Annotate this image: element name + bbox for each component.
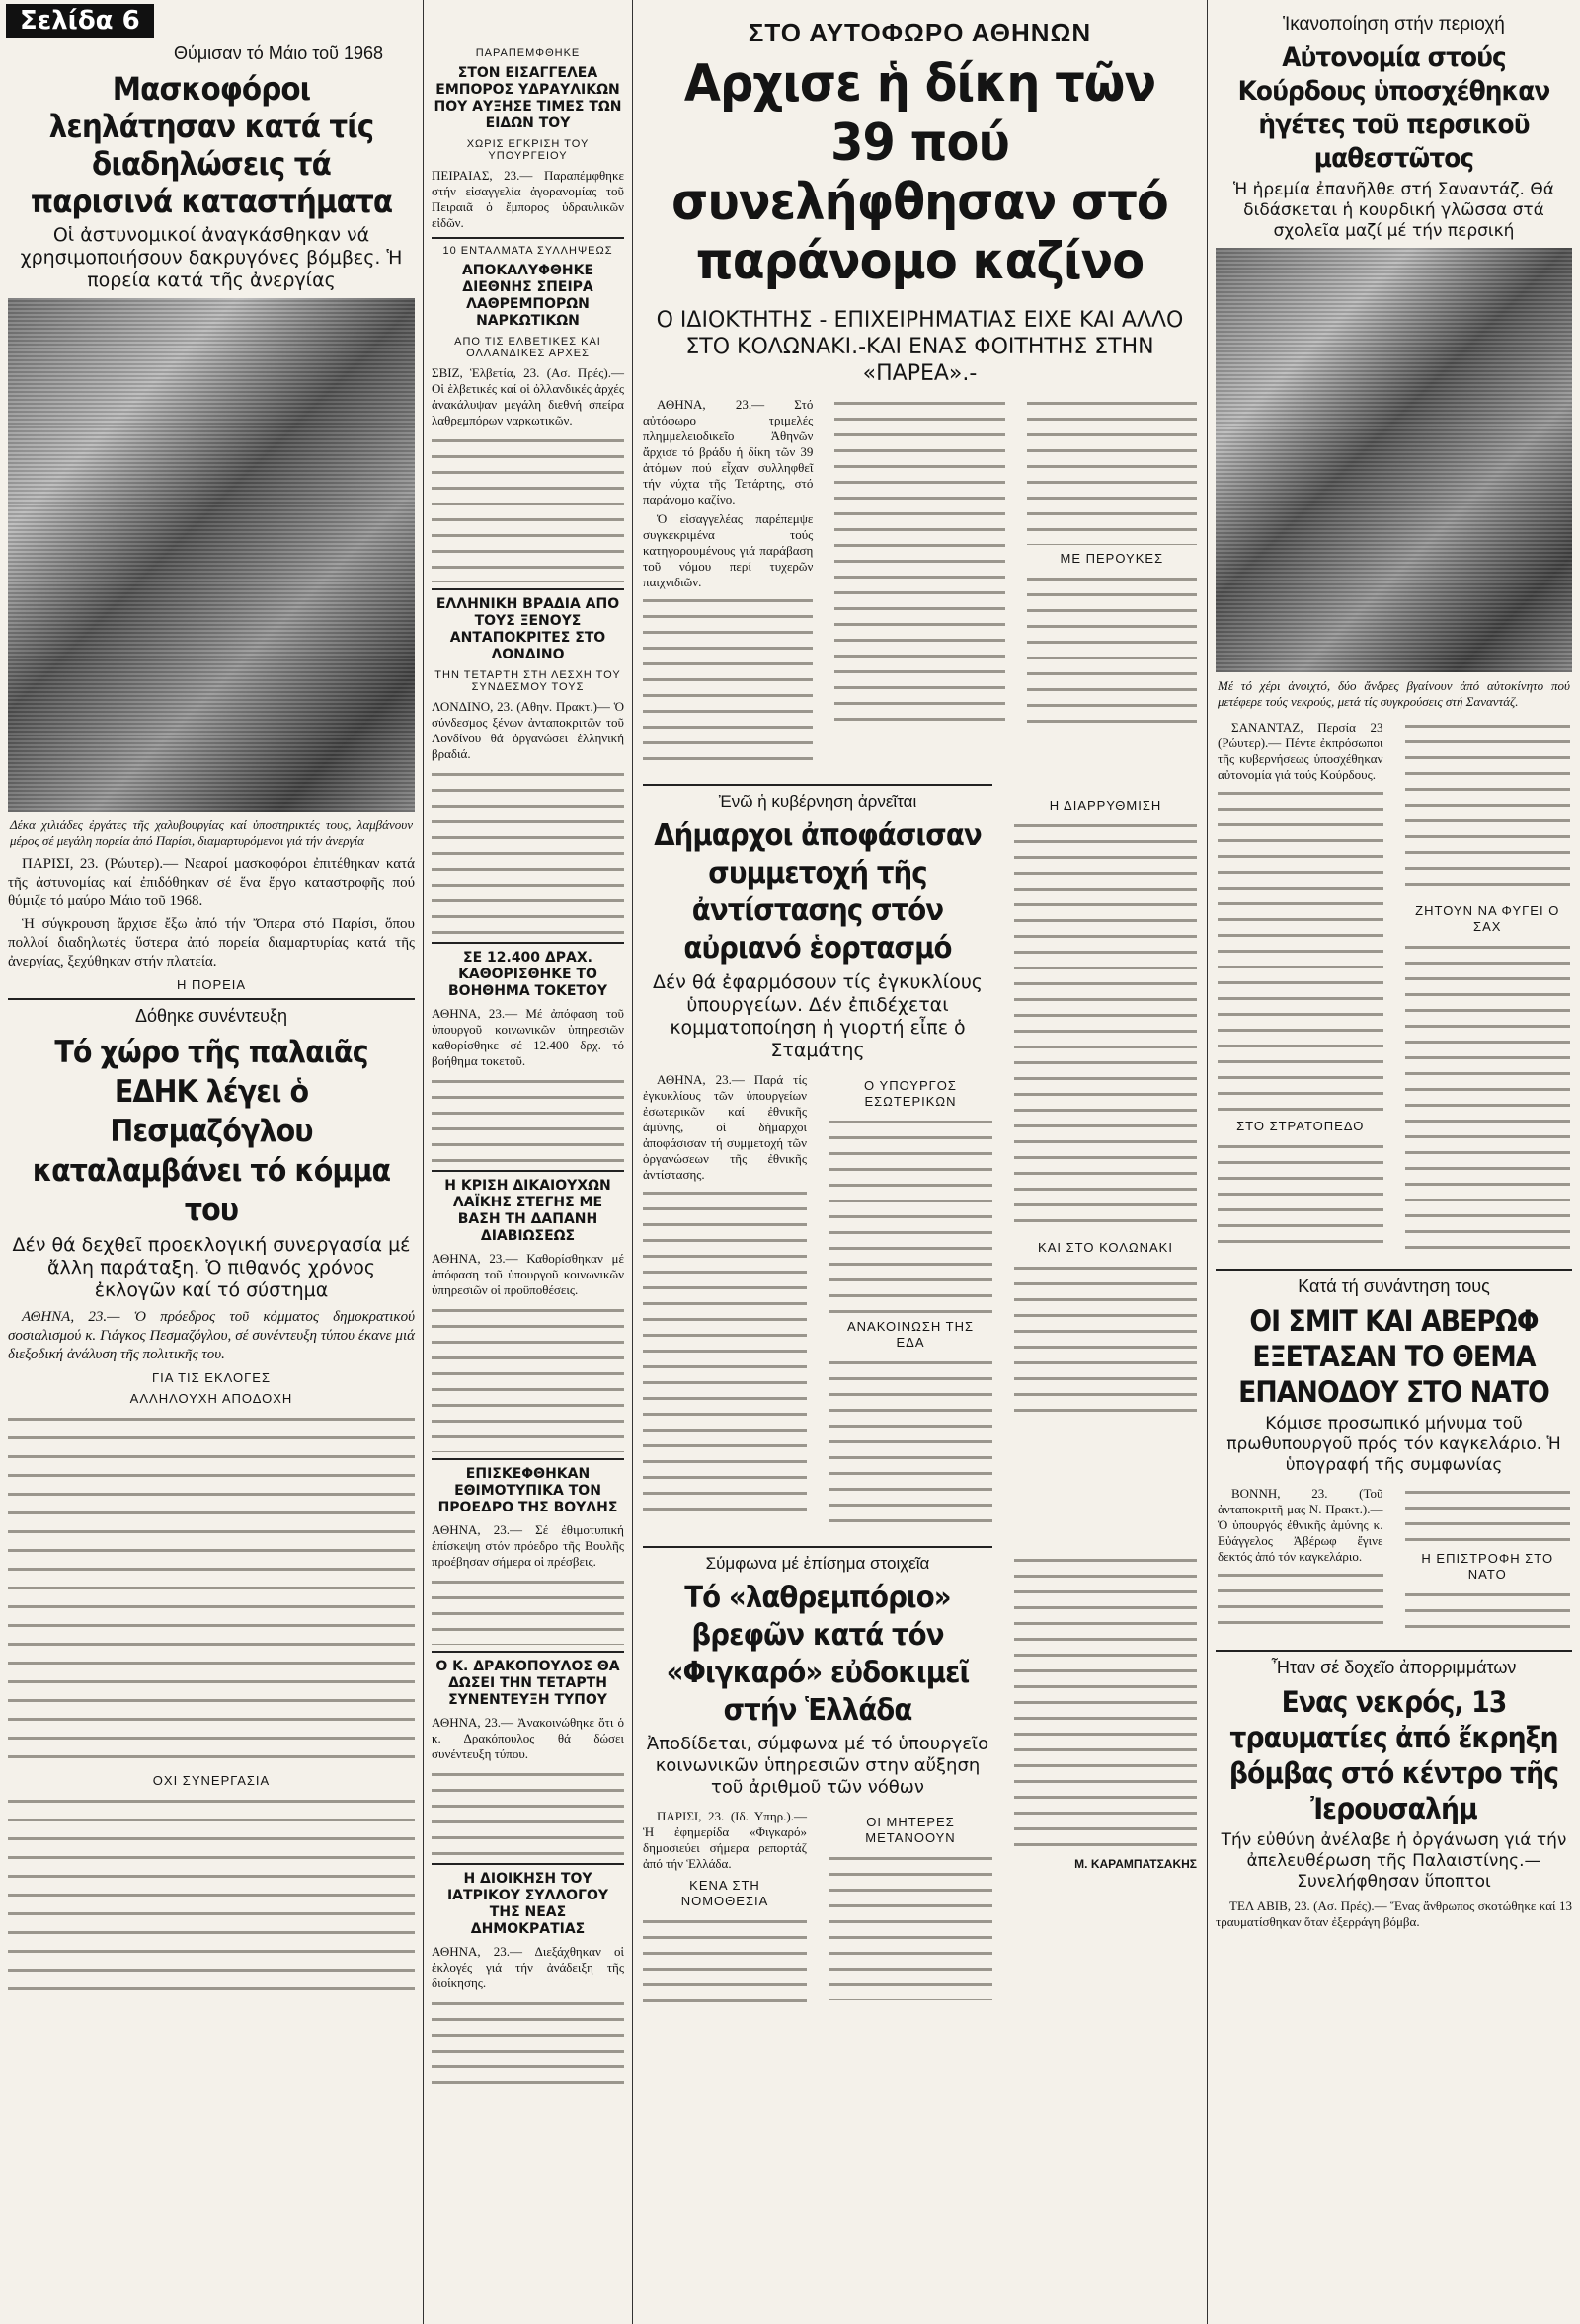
filler-text <box>643 594 813 772</box>
brief-title: Ο Κ. ΔΡΑΚΟΠΟΥΛΟΣ ΘΑ ΔΩΣΕΙ ΤΗΝ ΤΕΤΑΡΤΗ ΣΥΝΕΝΤΕΥΞΗ ΤΥΠΟΥ <box>435 1659 620 1708</box>
article-headline: Αὐτονομία στούς Κούρδους ὑποσχέθηκαν ἡγέτες τοῦ περσικοῦ μαθεστῶτος <box>1237 42 1550 174</box>
divider <box>8 998 415 1000</box>
article-headline: Μασκοφόροι λεηλάτησαν κατά τίς διαδηλώσεις τά παρισινά καταστήματα <box>30 70 393 220</box>
left-column <box>0 0 423 1997</box>
filler-text <box>829 1116 992 1313</box>
filler-text <box>1218 787 1383 1113</box>
article-kicker: Ἐνῶ ἡ κυβέρνηση ἀρνεῖται <box>718 792 917 811</box>
brief-body: ΑΘΗΝΑ, 23.— Σέ ἐθιμοτυπική ἐπίσκεψη στόν πρόεδρο τῆς Βουλῆς προέβησαν σήμερα οἱ πρέσβεις. <box>432 1522 624 1569</box>
filler-text <box>1014 819 1197 1234</box>
divider <box>643 1546 992 1548</box>
article-deck: Ἀποδίδεται, σύμφωνα μέ τό ὑπουργεῖο κοινωνικῶν ὑπηρεσιῶν στην αὔξηση τοῦ ἀριθμοῦ τῶν νόθων <box>646 1734 989 1798</box>
center-lower <box>635 778 1205 1540</box>
filler-text <box>432 1768 624 1857</box>
body-paragraph: ΠΑΡΙΣΙ, 23. (Ιδ. Υπηρ.).— Ἡ ἐφημερίδα «Φιγκαρό» δημοσιεύει σήμερα ρεπορτάζ ἀπό τήν Ἑλλάδα. <box>643 1809 807 1871</box>
article-body <box>1218 720 1383 1257</box>
filler-text <box>432 1997 624 2096</box>
article-body <box>829 1072 992 1534</box>
center-column <box>633 0 1207 2020</box>
filler-text <box>643 1187 807 1512</box>
subheading: Η ΔΙΑΡΡΥΘΜΙΣΗ <box>1049 798 1162 813</box>
divider <box>432 1863 624 1865</box>
article-headline: ΟΙ ΣΜΙΤ ΚΑΙ ΑΒΕΡΩΦ ΕΞΕΤΑΣΑΝ ΤΟ ΘΕΜΑ ΕΠΑΝΟΔΟΥ ΣΤΟ ΝΑΤΟ <box>1238 1304 1549 1409</box>
subheading: ΓΙΑ ΤΙΣ ΕΚΛΟΓΕΣ <box>151 1370 272 1385</box>
news-photo <box>1216 248 1572 672</box>
article-kicker: Θύμισαν τό Μάιο τοῦ 1968 <box>173 43 383 63</box>
brief-subtitle: ΤΗΝ ΤΕΤΑΡΤΗ ΣΤΗ ΛΕΣΧΗ ΤΟΥ ΣΥΝΔΕΣΜΟΥ ΤΟΥΣ <box>434 669 621 693</box>
brief-body: ΣΒΙΖ, Ἑλβετία, 23. (Ασ. Πρές).— Οἱ ἑλβετικές καί οἱ ὀλλανδικές ἀρχές ἀνακάλυψαν μεγάλη διεθνή σπείρα λαθρεμπόρων ναρκωτικῶν. <box>432 365 624 427</box>
brief-body: ΑΘΗΝΑ, 23.— Καθορίσθηκαν μέ ἀπόφαση τοῦ ὑπουργοῦ κοινωνικῶν ὑπηρεσιῶν οἱ προϋποθέσεις. <box>432 1251 624 1297</box>
article-headline: Δήμαρχοι ἀποφάσισαν συμμετοχή τῆς ἀντίστασης στόν αὐριανό ἑορτασμό <box>654 818 982 966</box>
article-kicker: Σύμφωνα μέ ἐπίσημα στοιχεῖα <box>705 1554 930 1573</box>
article-body <box>1014 792 1197 1534</box>
filler-text <box>1027 397 1197 545</box>
filler-text <box>432 768 624 936</box>
article-body <box>8 855 415 971</box>
article-body <box>643 1809 807 2014</box>
article-columns <box>635 391 1205 778</box>
brief-body: ΛΟΝΔΙΝΟ, 23. (Αθην. Πρακτ.)— Ὁ σύνδεσμος ξένων ἀνταποκριτῶν τοῦ Λονδίνου θά ὀργανώσει ἑλληνική βραδιά. <box>432 699 624 761</box>
brief-title: ΕΠΙΣΚΕΦΘΗΚΑΝ ΕΘΙΜΟΤΥΠΙΚΑ ΤΟΝ ΠΡΟΕΔΡΟ ΤΗΣ ΒΟΥΛΗΣ <box>437 1466 618 1515</box>
article-kicker: Κατά τή συνάντηση τους <box>1298 1277 1490 1296</box>
divider <box>432 237 624 239</box>
divider <box>432 1458 624 1460</box>
article-deck: Δέν θά ἐφαρμόσουν τίς ἐγκυκλίους ὑπουργείων. Δέν ἐπιδέχεται κομματοποίηση ἡ γιορτή εἶπε ὁ Σταμάτης <box>653 971 983 1061</box>
article-kicker: Ἦταν σέ δοχεῖο ἀπορριμμάτων <box>1271 1658 1517 1677</box>
divider <box>432 588 624 590</box>
subheading: Η ΠΟΡΕΙΑ <box>176 977 247 992</box>
filler-text <box>1218 1569 1383 1628</box>
subheading: Η ΕΠΙΣΤΡΟΦΗ ΣΤΟ ΝΑΤΟ <box>1421 1551 1554 1582</box>
article-headline: Τό χώρο τῆς παλαιᾶς ΕΔΗΚ λέγει ὁ Πεσμαζόγλου καταλαμβάνει τό κόμμα του <box>32 1035 391 1228</box>
brief-title: ΣΕ 12.400 ΔΡΑΧ. ΚΑΘΟΡΙΣΘΗΚΕ ΤΟ ΒΟΗΘΗΜΑ ΤΟΚΕΤΟΥ <box>448 950 607 999</box>
article-columns <box>635 1066 1000 1540</box>
photo-caption: Δέκα χιλιάδες ἐργάτες τῆς χαλυβουργίας καί ὑποστηρικτές τους, λαμβάνουν μέρος σέ μεγάλη πορεία ἀπό Παρίσι, διαμαρτυρόμενοι γιά τήν ἀνεργία <box>10 817 413 848</box>
body-paragraph: ΑΘΗΝΑ, 23.— Παρά τίς ἐγκυκλίους τῶν ὑπουργείων ἐσωτερικῶν καί ἐθνικῆς ἀμύνης, οἱ δήμαρχοι ἀποφάσισαν τή συμμετοχή τῶν ὀργανώσεων τῆς ἐθνικῆς ἀντίστασης. <box>643 1072 807 1182</box>
filler-text <box>1014 1554 1197 1850</box>
filler-text <box>1218 1140 1383 1249</box>
body-paragraph: ΑΘΗΝΑ, 23.— Ὁ πρόεδρος τοῦ κόμματος δημοκρατικού σοσιαλισμού κ. Γιάγκος Πεσμαζόγλου, σέ συνέντευξη τύπου έκανε μιά διεξοδική ἀνάλυση τῆς πολιτικῆς του. <box>8 1309 415 1362</box>
brief-body: ΠΕΙΡΑΙΑΣ, 23.— Παραπέμφθηκε στήν εἰσαγγελία ἀγορανομίας τοῦ Πειραιᾶ ὁ ἔμπορος ὑδραυλικῶν εἰδῶν. <box>432 168 624 230</box>
article-body <box>1216 1898 1572 1930</box>
filler-text <box>1027 573 1197 731</box>
brief-title: ΑΠΟΚΑΛΥΦΘΗΚΕ ΔΙΕΘΝΗΣ ΣΠΕΙΡΑ ΛΑΘΡΕΜΠΟΡΩΝ ΝΑΡΚΩΤΙΚΩΝ <box>461 263 594 329</box>
brief-title: Η ΔΙΟΙΚΗΣΗ ΤΟΥ ΙΑΤΡΙΚΟΥ ΣΥΛΛΟΓΟΥ ΤΗΣ ΝΕΑΣ ΔΗΜΟΚΡΑΤΙΑΣ <box>446 1871 609 1937</box>
divider <box>1216 1269 1572 1271</box>
article-columns <box>635 1803 1000 2020</box>
filler-text <box>1405 1486 1571 1545</box>
brief-body: ΑΘΗΝΑ, 23.— Μέ ἀπόφαση τοῦ ὑπουργοῦ κοινωνικῶν ὑπηρεσιῶν καθορίσθηκε σέ 12.400 δρχ. τό βοήθημα τοκετοῦ. <box>432 1006 624 1068</box>
article-columns <box>1210 714 1578 1263</box>
filler-text <box>1014 1262 1197 1420</box>
body-paragraph: ΤΕΛ ΑΒΙΒ, 23. (Ασ. Πρές).— Ἕνας ἄνθρωπος σκοτώθηκε καί 13 τραυματίσθηκαν ὅταν ἐξερράγη βόμβα. <box>1216 1898 1572 1929</box>
article-body <box>829 1809 992 2014</box>
divider <box>1216 1650 1572 1652</box>
subheading: ΟΧΙ ΣΥΝΕΡΓΑΣΙΑ <box>152 1773 271 1788</box>
article-kicker: Ἱκανοποίηση στήν περιοχή <box>1283 14 1505 35</box>
photo-caption: Μέ τό χέρι ἀνοιχτό, δύο ἄνδρες βγαίνουν ἀπό αὐτοκίνητο πού μετέφερε τούς νεκρούς, μετά τίς συγκρούσεις στή Σαναντάζ. <box>1218 678 1570 709</box>
filler-text <box>829 1356 992 1534</box>
brief-title: ΣΤΟΝ ΕΙΣΑΓΓΕΛΕΑ ΕΜΠΟΡΟΣ ΥΔΡΑΥΛΙΚΩΝ ΠΟΥ ΑΥΞΗΣΕ ΤΙΜΕΣ ΤΩΝ ΕΙΔΩΝ ΤΟΥ <box>434 65 622 131</box>
filler-text <box>829 1852 992 2000</box>
page-label: Σελίδα 6 <box>6 4 154 38</box>
filler-text <box>1405 1588 1571 1638</box>
filler-text <box>1405 941 1571 1257</box>
brief-title: Η ΚΡΙΣΗ ΔΙΚΑΙΟΥΧΩΝ ΛΑΪΚΗΣ ΣΤΕΓΗΣ ΜΕ ΒΑΣΗ ΤΗ ΔΑΠΑΝΗ ΔΙΑΒΙΩΣΕΩΣ <box>444 1178 611 1244</box>
subheading: ΜΕ ΠΕΡΟΥΚΕΣ <box>1060 551 1164 566</box>
article-body <box>643 397 813 772</box>
article-body <box>1218 1486 1383 1638</box>
filler-text <box>432 1304 624 1452</box>
article-body <box>834 397 1004 772</box>
filler-text <box>8 1794 415 1991</box>
news-photo <box>8 298 415 812</box>
body-paragraph: Ἡ σύγκρουση ἄρχισε ἔξω ἀπό τήν Ὄπερα στό Παρίσι, ὅπου πολλοί διαδηλωτές ὕστερα ἀπό πορεία διαμαρτυρίας κατά τῆς ἀνεργίας, ξεχύθηκαν στήν πλατεία. <box>8 916 415 969</box>
article-body <box>1405 1486 1571 1638</box>
article-body <box>1014 1554 1197 2014</box>
article-deck: Δέν θά δεχθεῖ προεκλογική συνεργασία μέ ἄλλη παράταξη. Ὁ πιθανός χρόνος ἐκλογῶν καί τό σύστημα <box>12 1234 411 1301</box>
body-paragraph: ΣΑΝΑΝΤΑΖ, Περσία 23 (Ρώυτερ).— Πέντε ἐκπρόσωποι τῆς κυβερνήσεως ὑποσχέθηκαν αὐτονομία γιά τούς Κούρδους. <box>1218 720 1383 782</box>
right-column <box>1208 0 1580 1936</box>
article-deck: Οἱ ἀστυνομικοί ἀναγκάσθηκαν νά χρησιμοποιήσουν δακρυγόνες βόμβες. Ἡ πορεία κατά τῆς ἀνεργίας <box>20 224 403 291</box>
body-paragraph: ΑΘΗΝΑ, 23.— Στό αὐτόφωρο τριμελές πλημμελειοδικεῖο Ἀθηνῶν ἄρχισε τό βράδυ ἡ δίκη τῶν 39 ἀτόμων πού εἶχαν συλληφθεῖ τήν νύχτα τῆς Τετάρτης, στό παράνομο καζίνο. <box>643 397 814 506</box>
subheading: Ο ΥΠΟΥΡΓΟΣ ΕΣΩΤΕΡΙΚΩΝ <box>864 1078 957 1109</box>
article-body <box>643 1072 807 1534</box>
filler-text <box>432 1576 624 1645</box>
subheading: ΚΑΙ ΣΤΟ ΚΟΛΩΝΑΚΙ <box>1038 1240 1173 1255</box>
brief-body: ΑΘΗΝΑ, 23.— Διεξάχθηκαν οἱ ἐκλογές γιά τήν ἀνάδειξη τῆς διοίκησης. <box>432 1944 624 1990</box>
article-body <box>8 1308 415 1364</box>
article-deck: Ἡ ἠρεμία ἐπανῆλθε στή Σαναντάζ. Θά διδάσκεται ἡ κουρδική γλῶσσα στά σχολεῖα μαζί μέ τήν περσική <box>1233 180 1554 241</box>
subheading: ΟΙ ΜΗΤΕΡΕΣ ΜΕΤΑΝΟΟΥΝ <box>865 1815 956 1845</box>
article-headline: Αρχισε ἡ δίκη τῶν 39 πού συνελήφθησαν στό παράνομο καζίνο <box>672 54 1168 291</box>
article-kicker: ΣΤΟ ΑΥΤΟΦΩΡΟ ΑΘΗΝΩΝ <box>748 18 1092 47</box>
brief-subtitle: ΑΠΟ ΤΙΣ ΕΛΒΕΤΙΚΕΣ ΚΑΙ ΟΛΛΑΝΔΙΚΕΣ ΑΡΧΕΣ <box>454 336 601 359</box>
subheading: ΣΤΟ ΣΤΡΑΤΟΠΕΔΟ <box>1236 1119 1365 1133</box>
dateline: ΠΑΡΙΣΙ, 23. (Ρώυτερ).— Νεαροί μασκοφόροι ἐπιτέθηκαν κατά τῆς ἀστυνομίας καί ἐπιδόθηκαν σέ ἕνα ἔργο καταστροφῆς πού θύμιζε τό μαύρο Μάιο τοῦ 1968. <box>8 856 415 909</box>
filler-text <box>432 1075 624 1164</box>
third-article <box>635 1540 1000 2020</box>
second-article <box>635 778 1000 1540</box>
divider <box>432 942 624 944</box>
brief-body: ΑΘΗΝΑ, 23.— Ἀνακοινώθηκε ὅτι ὁ κ. Δρακόπουλος θά δώσει συνέντευξη τύπου. <box>432 1715 624 1761</box>
article-deck: Ο ΙΔΙΟΚΤΗΤΗΣ - ΕΠΙΧΕΙΡΗΜΑΤΙΑΣ ΕΙΧΕ ΚΑΙ ΑΛΛΟ ΣΤΟ ΚΟΛΩΝΑΚΙ.-ΚΑΙ ΕΝΑΣ ΦΟΙΤΗΤΗΣ ΣΤΗΝ «ΠΑΡΕΑ».- <box>656 308 1184 386</box>
filler-text <box>834 397 1004 733</box>
filler-text <box>432 434 624 582</box>
article-kicker: Δόθηκε συνέντευξη <box>134 1006 288 1026</box>
divider <box>643 784 992 786</box>
body-paragraph: Ὁ εἰσαγγελέας παρέπεμψε συγκεκριμένα τούς κατηγορουμένους γιά παράβαση τοῦ νόμου περί τυχερῶν παιχνιδιῶν. <box>643 511 814 589</box>
subheading: ΑΛΛΗΛΟΥΧΗ ΑΠΟΔΟΧΗ <box>129 1391 293 1406</box>
brief-label: ΠΑΡΑΠΕΜΦΘΗΚΕ <box>475 47 581 59</box>
article-headline: Τό «λαθρεμπόριο» βρεφῶν κατά τόν «Φιγκαρό» εὐδοκιμεῖ στήν Ἑλλάδα <box>666 1581 970 1728</box>
subheading: ΑΝΑΚΟΙΝΩΣΗ ΤΗΣ ΕΔΑ <box>847 1319 974 1350</box>
brief-title: ΕΛΛΗΝΙΚΗ ΒΡΑΔΙΑ ΑΠΟ ΤΟΥΣ ΞΕΝΟΥΣ ΑΝΤΑΠΟΚΡΙΤΕΣ ΣΤΟ ΛΟΝΔΙΝΟ <box>435 596 620 662</box>
brief-label: 10 ΕΝΤΑΛΜΑΤΑ ΣΥΛΛΗΨΕΩΣ <box>442 245 613 257</box>
body-paragraph: ΒΟΝΝΗ, 23. (Τοῦ ἀνταποκριτῆ μας Ν. Πρακτ.).— Ὁ ὑπουργός ἐθνικῆς ἀμύνης κ. Εὐάγγελος Ἀβέρωφ ἔγινε δεκτός ἀπό τόν καγκελάριο. <box>1218 1486 1383 1564</box>
divider <box>432 1651 624 1653</box>
subheading: ΚΕΝΑ ΣΤΗ ΝΟΜΟΘΕΣΙΑ <box>680 1878 769 1908</box>
article-columns <box>1210 1480 1578 1644</box>
article-body <box>1405 720 1571 1257</box>
briefs-column <box>424 0 632 2102</box>
article-deck: Τήν εὐθύνη ἀνέλαβε ἡ ὀργάνωση γιά τήν ἀπελευθέρωση τῆς Παλαιστίνης.— Συνελήφθησαν ὕποπτοι <box>1221 1830 1567 1892</box>
article-headline: Ενας νεκρός, 13 τραυματίες ἀπό ἔκρηξη βόμβας στό κέντρο τῆς Ἰερουσαλήμ <box>1228 1685 1559 1825</box>
byline: Μ. ΚΑΡΑΜΠΑΤΣΑΚΗΣ <box>1074 1857 1197 1871</box>
filler-text <box>643 1915 807 2014</box>
filler-text <box>1405 720 1571 897</box>
subheading: ΖΗΤΟΥΝ ΝΑ ΦΥΓΕΙ Ο ΣΑΧ <box>1415 903 1560 934</box>
article-deck: Κόμισε προσωπικό μήνυμα τοῦ πρωθυπουργοῦ πρός τόν καγκελάριο. Ἡ ὑπογραφή τῆς συμφωνίας <box>1226 1414 1561 1475</box>
divider <box>432 1170 624 1172</box>
center-bottom <box>635 1540 1205 2020</box>
filler-text <box>8 1412 415 1767</box>
article-body <box>1027 397 1197 772</box>
brief-subtitle: ΧΩΡΙΣ ΕΓΚΡΙΣΗ ΤΟΥ ΥΠΟΥΡΓΕΙΟΥ <box>466 138 590 162</box>
